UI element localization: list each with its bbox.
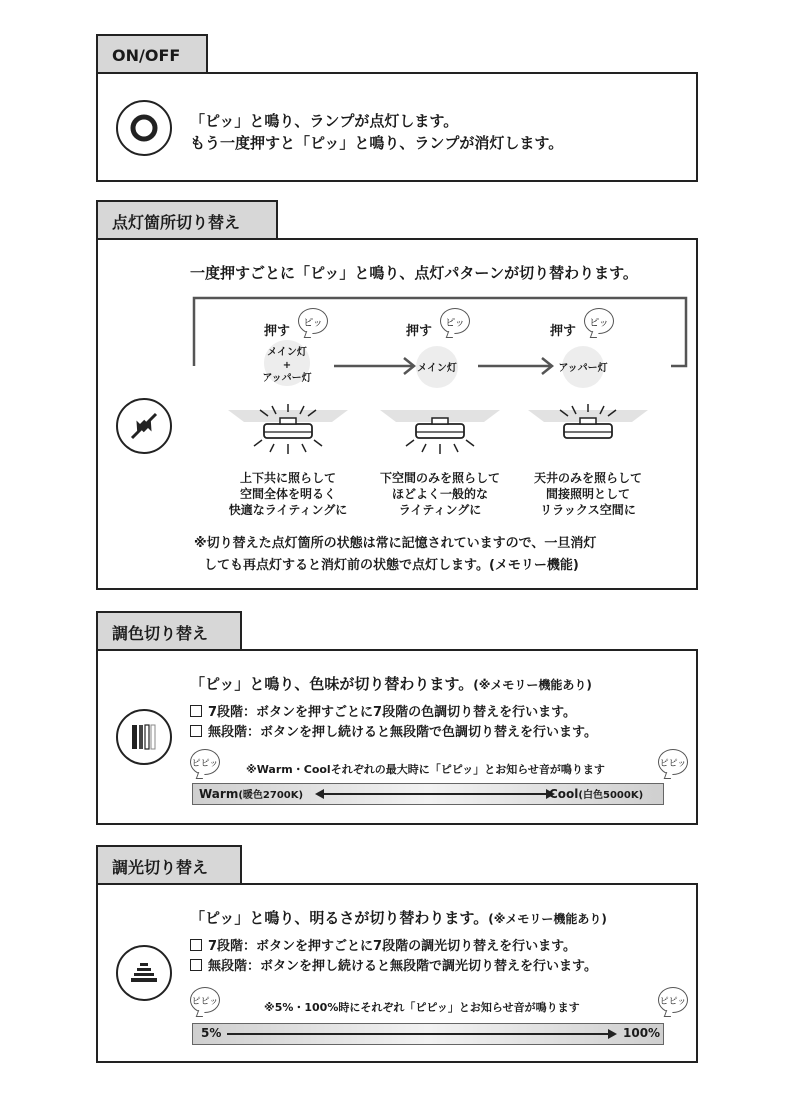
dimmer-headline [190,907,607,928]
dimmer-option2-text: 無段階：ボタンを押し続けると無段階で調光切り替えを行います。 [208,959,597,974]
lighting-switch-panel [96,238,698,590]
warm-main: Warm [199,787,239,801]
mode1-desc-line2: 空間全体を明るく [239,487,336,501]
dimmer-option-7step [190,935,576,954]
press-label-3: 押す [550,324,577,339]
dimmer-checkbox-stepless [190,959,202,971]
beep-bubble-3: ピッ [584,308,614,334]
dimmer-switch-title: 調光切り替え [112,857,209,877]
color-temp-icon [116,709,172,765]
cool-label [549,786,643,801]
dimmer-notice: ※5%・100%時にそれぞれ「ピピッ」とお知らせ音が鳴ります [264,1001,580,1014]
beep-bubble-1: ピッ [298,308,328,334]
color-headline [190,673,592,694]
warm-label [199,786,303,801]
color-temp-scale [192,783,664,805]
mode2-description [370,470,510,518]
onoff-tab [96,34,208,74]
beep-bubble-2: ピッ [440,308,470,334]
lighting-switch-title: 点灯箇所切り替え [112,212,241,232]
lighting-headline: 一度押すごとに「ピッ」と鳴り、点灯パターンが切り替わります。 [190,264,638,282]
color-notice: ※Warm・Coolそれぞれの最大時に「ピピッ」とお知らせ音が鳴ります [246,763,605,776]
warm-sub: (暖色2700K) [238,790,304,801]
brightness-scale-arrow [227,1028,617,1040]
mode1-description [218,470,358,518]
mode-label-main [406,362,468,375]
press-label-1: 押す [264,324,291,339]
color-option-7step [190,701,576,720]
onoff-line1: 「ピッ」と鳴り、ランプが点灯します。 [190,112,459,130]
color-beep-right: ピピッ [658,749,688,775]
color-headline-note: (※メモリー機能あり) [473,678,592,692]
cool-main: Cool [549,787,579,801]
memory-note-line2: しても再点灯すると消灯前の状態で点灯します。(メモリー機能) [204,558,579,573]
mode2-name-line1: メイン灯 [417,363,457,374]
dimmer-switch-tab [96,845,242,885]
mode-label-upper [546,362,620,375]
color-switch-title: 調色切り替え [112,623,209,643]
max-brightness-label: 100% [623,1026,661,1040]
mode2-desc-line2: ほどよく一般的な [391,487,488,501]
dimmer-switch-panel [96,883,698,1063]
onoff-title: ON/OFF [112,45,181,65]
color-scale-arrow [315,788,555,800]
checkbox-7step [190,705,202,717]
dimmer-checkbox-7step [190,939,202,951]
color-headline-main: 「ピッ」と鳴り、色味が切り替わります。 [190,675,474,693]
cool-sub: (白色5000K) [578,790,644,801]
lighting-switch-tab [96,200,278,240]
color-option1-text: 7段階：ボタンを押すごとに7段階の色調切り替えを行います。 [208,705,577,720]
onoff-line2: もう一度押すと「ピッ」と鳴り、ランプが消灯します。 [190,134,564,152]
onoff-panel [96,72,698,182]
lamp-illustration-upper [528,402,648,464]
mode3-desc-line2: 間接照明として [545,487,630,501]
power-button-icon [116,100,172,156]
mode1-name-line2: アッパー灯 [262,373,312,384]
mode3-desc-line1: 天井のみを照らして [533,471,642,485]
dimmer-headline-note: (※メモリー機能あり) [488,912,607,926]
mode-label-main-upper [254,346,320,385]
checkbox-stepless [190,725,202,737]
dimmer-beep-left: ピピッ [190,987,220,1013]
brightness-icon [116,945,172,1001]
mode2-desc-line3: ライティングに [398,503,482,517]
color-beep-left: ピピッ [190,749,220,775]
color-option2-text: 無段階：ボタンを押し続けると無段階で色調切り替えを行います。 [208,725,597,740]
mode1-desc-line3: 快適なライティングに [228,503,348,517]
min-brightness-label: 5% [201,1026,222,1040]
mode3-desc-line3: リラックス空間に [540,503,636,517]
mode1-desc-line1: 上下共に照らして [239,471,336,485]
lamp-illustration-main [380,402,500,464]
dimmer-option-stepless [190,955,597,974]
memory-note-line1: ※切り替えた点灯箇所の状態は常に記憶されていますので、一旦消灯 [194,536,597,551]
lamp-illustration-main-upper [228,402,348,464]
dimmer-option1-text: 7段階：ボタンを押すごとに7段階の調光切り替えを行います。 [208,939,577,954]
mode1-name-line1: メイン灯 [267,347,307,358]
press-label-2: 押す [406,324,433,339]
dimmer-headline-main: 「ピッ」と鳴り、明るさが切り替わります。 [190,909,489,927]
mode2-desc-line1: 下空間のみを照らして [379,471,500,485]
brightness-scale [192,1023,664,1045]
mode1-plus: + [282,360,292,371]
color-option-stepless [190,721,597,740]
color-switch-tab [96,611,242,651]
mode3-name-line1: アッパー灯 [558,363,608,374]
color-switch-panel [96,649,698,825]
cycle-loop-arrows [98,290,700,410]
dimmer-beep-right: ピピッ [658,987,688,1013]
mode3-description [518,470,658,518]
